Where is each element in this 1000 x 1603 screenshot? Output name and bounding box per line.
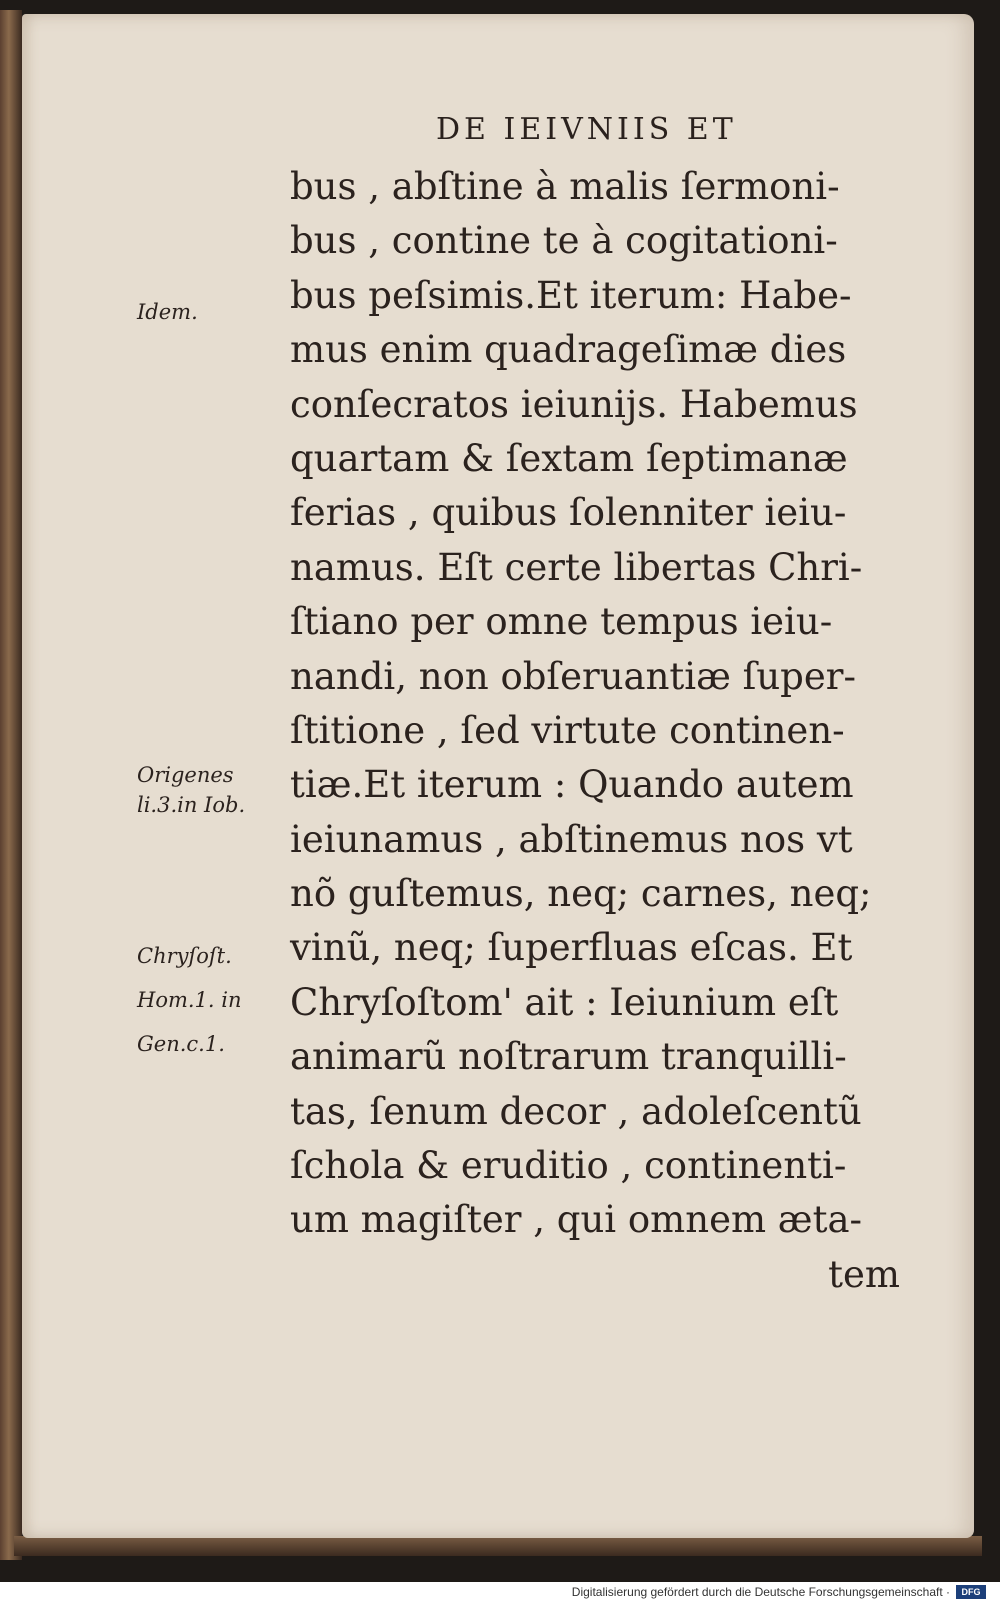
running-head: DE IEIVNIIS ET: [436, 112, 737, 147]
text-line: tiæ.Et iterum : Quando autem: [290, 763, 854, 807]
text-line: bus peſsimis.Et iterum: Habe-: [290, 273, 852, 317]
marginal-note-line: Origenes: [137, 763, 234, 787]
text-line: nandi, non obſeruantiæ ſuper-: [290, 654, 856, 698]
text-line: ferias , quibus ſolenniter ieiu-: [290, 491, 847, 535]
footer-bar: [0, 1582, 1000, 1603]
marginal-note-line: Idem.: [137, 300, 198, 324]
page-edge-bottom: [14, 1536, 982, 1556]
text-line: animarũ noſtrarum tranquilli-: [290, 1035, 847, 1079]
marginal-note-line: Hom.1. in: [137, 988, 242, 1012]
text-line: ſtitione , ſed virtute continen-: [290, 708, 845, 752]
body-text: [290, 160, 910, 1302]
funding-credit: Digitalisierung gefördert durch die Deutsche Forschungsgemeinschaft ·: [571, 1585, 950, 1599]
text-line: conſecratos ieiunijs. Habemus: [290, 382, 858, 426]
marginal-note-line: li.3.in Iob.: [137, 793, 246, 817]
dfg-logo: DFG: [956, 1585, 986, 1599]
text-line: tas, ſenum decor , adoleſcentũ: [290, 1089, 862, 1133]
marginal-note-line: Gen.c.1.: [137, 1032, 225, 1056]
text-line: Chryſoſtom' ait : Ieiunium eſt: [290, 980, 839, 1024]
text-line: ſchola & eruditio , continenti-: [290, 1144, 847, 1188]
text-line: bus , contine te à cogitationi-: [290, 219, 838, 263]
catchword: tem: [828, 1252, 900, 1296]
text-line: um magiſter , qui omnem æta-: [290, 1198, 863, 1242]
text-line: namus. Eſt certe libertas Chri-: [290, 545, 863, 589]
text-line: bus , abſtine à malis ſermoni-: [290, 165, 840, 208]
text-line: ſtiano per omne tempus ieiu-: [290, 600, 833, 644]
text-line: mus enim quadrageſimæ dies: [290, 328, 847, 372]
marginal-note-idem: [137, 297, 198, 327]
marginal-note-line: Chryſoſt.: [137, 944, 232, 968]
text-line: ieiunamus , abſtinemus nos vt: [290, 817, 853, 861]
text-line: nõ guſtemus, neq; carnes, neq;: [290, 872, 872, 916]
text-line: vinũ, neq; ſuperfluas eſcas. Et: [290, 926, 853, 970]
page-edge-left: [0, 10, 22, 1560]
marginal-note-origenes: [137, 760, 245, 820]
book-page: [22, 14, 974, 1538]
text-line: quartam & ſextam ſeptimanæ: [290, 436, 848, 480]
marginal-note-chrysostom: [137, 934, 242, 1066]
